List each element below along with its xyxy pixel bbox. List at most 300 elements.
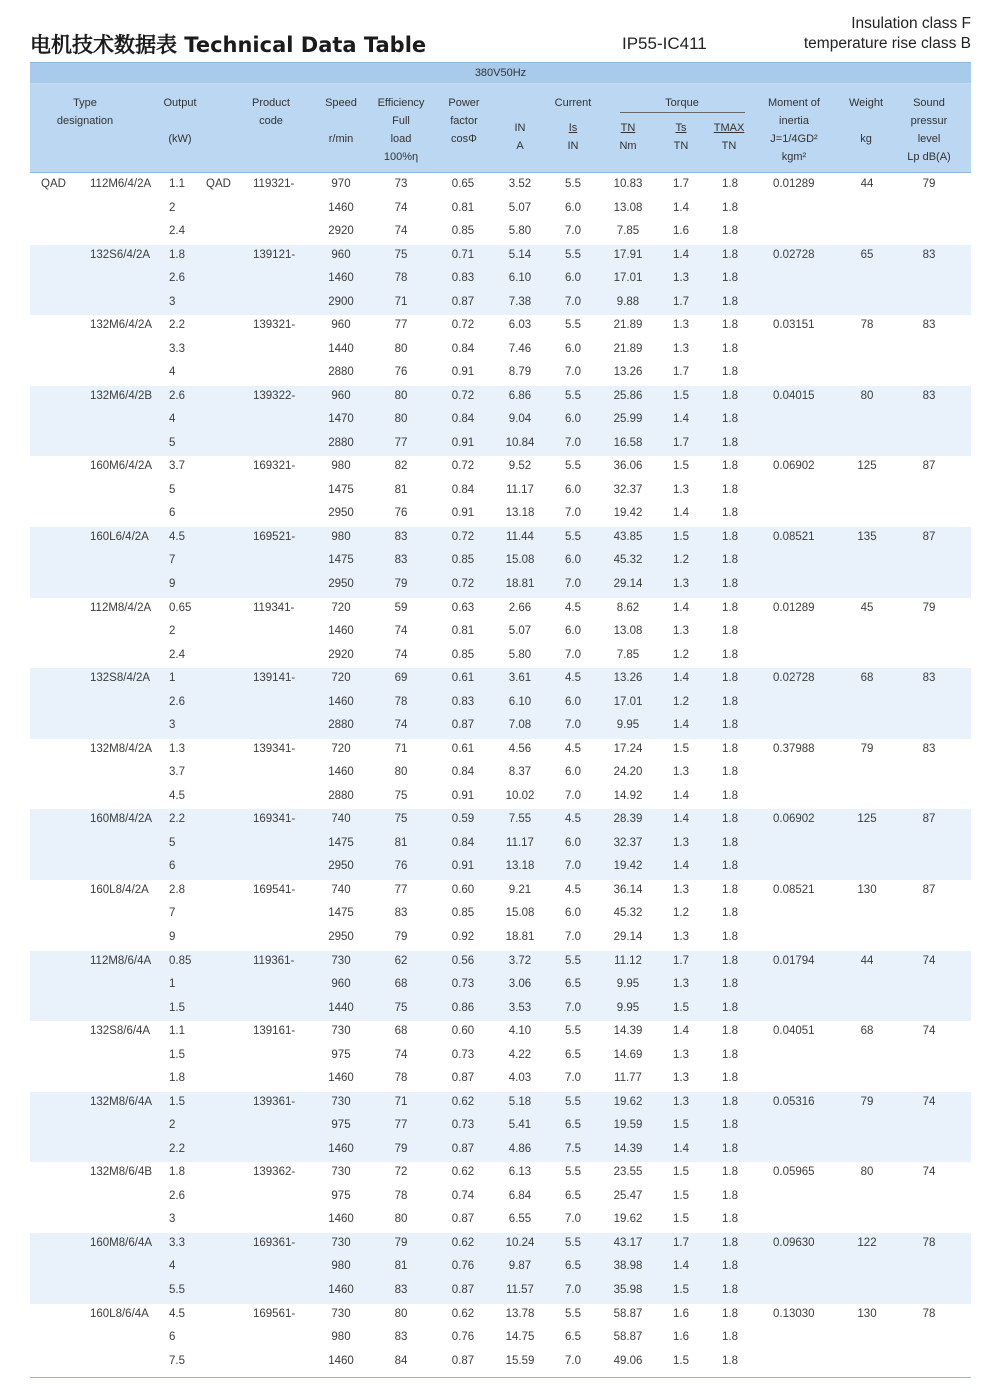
cell-current-ratio: 6.5: [565, 978, 581, 991]
cell-speed: 1460: [328, 201, 354, 214]
cell-power-factor: 0.73: [451, 1119, 475, 1132]
cell-power-factor: 0.61: [451, 742, 475, 755]
cell-product-code: 139341-: [253, 742, 296, 755]
cell-current-in: 4.03: [508, 1072, 532, 1085]
cell-speed: 1475: [328, 483, 354, 496]
cell-output: 3.3: [169, 342, 185, 355]
cell-torque-tn: 14.69: [613, 1048, 643, 1061]
cell-torque-ts: 1.3: [673, 836, 689, 849]
cell-speed: 2950: [328, 578, 354, 590]
cell-torque-ts: 1.5: [673, 1213, 689, 1226]
cell-product-code: 169341-: [253, 813, 296, 826]
cell-output: 1: [169, 978, 176, 991]
cell-efficiency: 77: [394, 883, 408, 896]
cell-power-factor: 0.81: [451, 201, 475, 214]
table-bottom-rule: [30, 1377, 971, 1378]
cell-efficiency: 79: [394, 1236, 408, 1249]
cell-type-designation: 160L8/6/4A: [90, 1307, 149, 1320]
table-row: [30, 1327, 971, 1351]
table-row: [30, 974, 971, 998]
table-row: [30, 1280, 971, 1304]
cell-torque-ts: 1.5: [673, 530, 689, 543]
cell-current-in: 13.18: [505, 860, 535, 873]
cell-moment-of-inertia: 0.01794: [773, 954, 815, 967]
cell-output: 3: [169, 1213, 176, 1226]
cell-torque-ts: 1.5: [673, 742, 689, 755]
cell-torque-ts: 1.2: [673, 554, 689, 567]
cell-power-factor: 0.83: [451, 272, 475, 285]
cell-speed: 720: [331, 672, 351, 685]
cell-torque-tmax: 1.8: [722, 413, 738, 426]
cell-speed: 2920: [328, 648, 354, 661]
cell-output: 3: [169, 295, 176, 308]
cell-speed: 980: [331, 1331, 351, 1344]
cell-torque-ts: 1.4: [673, 1260, 689, 1273]
cell-torque-tn: 16.58: [613, 436, 643, 449]
cell-speed: 1460: [328, 1072, 354, 1085]
cell-torque-tmax: 1.8: [722, 460, 738, 473]
cell-speed: 2900: [328, 295, 354, 308]
cell-torque-ts: 1.4: [673, 719, 689, 732]
cell-torque-tmax: 1.8: [722, 883, 738, 896]
cell-torque-ts: 1.7: [673, 436, 689, 449]
table-row: [30, 668, 971, 692]
col-inertia-formula: J=1/4GD²: [770, 133, 818, 145]
cell-output: 6: [169, 1331, 176, 1344]
cell-torque-ts: 1.5: [673, 1119, 689, 1132]
cell-type-designation: 132S6/4/2A: [90, 248, 151, 261]
cell-efficiency: 76: [394, 366, 408, 379]
cell-product-code: 139121-: [253, 248, 296, 261]
cell-torque-tn: 13.08: [613, 625, 643, 638]
cell-speed: 1475: [328, 907, 354, 920]
cell-speed: 960: [331, 389, 351, 402]
cell-speed: 970: [331, 178, 351, 190]
table-row: [30, 645, 971, 669]
cell-sound-level: 74: [922, 954, 936, 967]
cell-efficiency: 81: [394, 483, 408, 496]
cell-efficiency: 68: [394, 1025, 408, 1038]
cell-weight: 130: [857, 883, 877, 896]
cell-power-factor: 0.81: [451, 625, 475, 638]
cell-torque-ts: 1.7: [673, 954, 689, 967]
cell-current-in: 9.21: [508, 883, 532, 896]
cell-type-designation: 132M8/6/4A: [90, 1095, 153, 1108]
cell-current-ratio: 6.5: [565, 1331, 581, 1344]
cell-product-code: 169561-: [253, 1307, 296, 1320]
cell-current-ratio: 6.5: [565, 1189, 581, 1202]
cell-torque-tn: 19.42: [613, 860, 643, 873]
cell-power-factor: 0.74: [451, 1189, 475, 1202]
cell-power-factor: 0.87: [451, 295, 475, 308]
table-row: [30, 1186, 971, 1210]
cell-efficiency: 80: [394, 342, 408, 355]
col-tn-unit: Nm: [619, 140, 637, 152]
cell-current-in: 11.44: [506, 530, 534, 543]
cell-output: 4.5: [169, 1307, 185, 1320]
cell-efficiency: 77: [394, 1119, 408, 1132]
cell-output: 1.8: [169, 1166, 185, 1179]
cell-efficiency: 83: [394, 1283, 408, 1296]
cell-weight: 125: [857, 813, 877, 826]
cell-sound-level: 74: [922, 1025, 936, 1038]
cell-efficiency: 78: [394, 1189, 408, 1202]
table-row: [30, 1162, 971, 1186]
cell-sound-level: 83: [922, 672, 936, 685]
cell-torque-ts: 1.3: [673, 578, 689, 590]
cell-power-factor: 0.72: [451, 460, 475, 473]
cell-current-in: 14.75: [505, 1331, 535, 1344]
cell-current-ratio: 7.0: [565, 1072, 581, 1085]
cell-series-prefix: QAD: [41, 178, 66, 190]
cell-output: 7: [169, 554, 176, 567]
cell-current-in: 7.38: [508, 295, 532, 308]
cell-weight: 130: [857, 1307, 877, 1320]
cell-torque-ts: 1.5: [673, 1166, 689, 1179]
cell-torque-tmax: 1.8: [722, 1307, 738, 1320]
cell-torque-tn: 19.62: [613, 1095, 643, 1108]
cell-power-factor: 0.86: [451, 1001, 475, 1014]
cell-current-ratio: 7.0: [565, 1213, 581, 1226]
cell-power-factor: 0.91: [451, 507, 475, 520]
cell-efficiency: 80: [394, 389, 408, 402]
insulation-class-text: Insulation class F: [851, 15, 971, 32]
cell-efficiency: 72: [394, 1166, 408, 1179]
cell-power-factor: 0.87: [451, 1213, 475, 1226]
cell-torque-tmax: 1.8: [722, 978, 738, 991]
cell-torque-ts: 1.4: [673, 601, 689, 614]
cell-power-factor: 0.60: [451, 1025, 475, 1038]
table-row: [30, 692, 971, 716]
table-row: [30, 786, 971, 810]
cell-current-ratio: 5.5: [565, 319, 581, 332]
cell-torque-tn: 28.39: [613, 813, 643, 826]
table-row: [30, 292, 971, 316]
cell-moment-of-inertia: 0.05965: [773, 1166, 815, 1179]
cell-output: 2.4: [169, 225, 185, 238]
table-row: [30, 1092, 971, 1116]
cell-output: 1.3: [169, 742, 185, 755]
cell-efficiency: 73: [394, 178, 408, 190]
cell-efficiency: 74: [394, 1048, 408, 1061]
table-row: [30, 598, 971, 622]
cell-output: 2.6: [169, 272, 185, 285]
cell-weight: 68: [860, 1025, 874, 1038]
cell-current-ratio: 7.0: [565, 295, 581, 308]
cell-torque-tmax: 1.8: [722, 1166, 738, 1179]
cell-speed: 1460: [328, 625, 354, 638]
cell-power-factor: 0.83: [451, 695, 475, 708]
cell-current-in: 11.17: [506, 483, 534, 496]
cell-torque-ts: 1.5: [673, 460, 689, 473]
table-row: [30, 1139, 971, 1163]
table-row: [30, 1351, 971, 1375]
cell-torque-tmax: 1.8: [722, 860, 738, 873]
cell-efficiency: 80: [394, 1307, 408, 1320]
cell-torque-ts: 1.3: [673, 1072, 689, 1085]
table-row: [30, 386, 971, 410]
cell-product-code: 169541-: [253, 883, 296, 896]
cell-output: 4: [169, 366, 176, 379]
motor-group: [30, 245, 971, 316]
cell-output: 2.4: [169, 648, 185, 661]
cell-torque-tn: 9.95: [616, 719, 640, 732]
cell-output: 3: [169, 719, 176, 732]
cell-torque-ts: 1.6: [673, 225, 689, 238]
cell-output: 1.5: [169, 1001, 185, 1014]
cell-torque-tmax: 1.8: [722, 1260, 738, 1273]
table-row: [30, 456, 971, 480]
cell-current-in: 11.57: [506, 1283, 534, 1296]
cell-output: 9: [169, 930, 176, 943]
cell-type-designation: 132S8/4/2A: [90, 672, 151, 685]
cell-torque-ts: 1.6: [673, 1331, 689, 1344]
cell-current-in: 15.59: [505, 1354, 535, 1367]
cell-torque-ts: 1.5: [673, 1354, 689, 1367]
col-inertia-unit: kgm²: [781, 151, 807, 163]
cell-output: 1.1: [169, 178, 185, 190]
cell-weight: 80: [860, 389, 874, 402]
cell-moment-of-inertia: 0.06902: [773, 813, 815, 826]
cell-power-factor: 0.62: [451, 1095, 475, 1108]
table-row: [30, 739, 971, 763]
table-row: [30, 856, 971, 880]
cell-speed: 740: [331, 883, 351, 896]
motor-group: [30, 1233, 971, 1304]
cell-efficiency: 76: [394, 507, 408, 520]
table-row: [30, 315, 971, 339]
table-row: [30, 574, 971, 598]
cell-current-ratio: 4.5: [565, 672, 581, 685]
cell-torque-ts: 1.4: [673, 413, 689, 426]
cell-torque-tmax: 1.8: [722, 907, 738, 920]
cell-torque-tmax: 1.8: [722, 954, 738, 967]
cell-torque-tn: 8.62: [616, 601, 640, 614]
cell-efficiency: 74: [394, 225, 408, 238]
col-is-header: Is: [568, 122, 578, 134]
cell-efficiency: 68: [394, 978, 408, 991]
cell-current-in: 10.84: [505, 436, 535, 449]
cell-efficiency: 71: [394, 742, 408, 755]
cell-moment-of-inertia: 0.02728: [773, 248, 815, 261]
cell-current-ratio: 7.0: [565, 719, 581, 732]
cell-power-factor: 0.84: [451, 413, 475, 426]
cell-torque-tmax: 1.8: [722, 930, 738, 943]
cell-current-ratio: 7.0: [565, 1283, 581, 1296]
cell-current-in: 11.17: [506, 836, 534, 849]
cell-current-ratio: 7.0: [565, 1354, 581, 1367]
cell-current-ratio: 5.5: [565, 954, 581, 967]
cell-speed: 2880: [328, 436, 354, 449]
cell-power-factor: 0.84: [451, 836, 475, 849]
cell-current-ratio: 7.5: [565, 1142, 581, 1155]
cell-current-ratio: 7.0: [565, 860, 581, 873]
cell-power-factor: 0.62: [451, 1236, 475, 1249]
cell-efficiency: 77: [394, 319, 408, 332]
cell-torque-tmax: 1.8: [722, 342, 738, 355]
motor-group: [30, 809, 971, 880]
cell-current-ratio: 6.0: [565, 554, 581, 567]
cell-power-factor: 0.84: [451, 766, 475, 779]
cell-torque-ts: 1.3: [673, 272, 689, 285]
col-efficiency-header: Efficiency: [377, 97, 425, 109]
cell-sound-level: 83: [922, 742, 936, 755]
cell-speed: 730: [331, 1166, 351, 1179]
cell-sound-level: 79: [922, 601, 936, 614]
cell-product-code: 169321-: [253, 460, 296, 473]
col-is-unit: IN: [567, 140, 579, 152]
cell-moment-of-inertia: 0.03151: [773, 319, 815, 332]
cell-current-in: 7.46: [508, 342, 532, 355]
col-type-header: Type: [73, 97, 97, 109]
cell-speed: 2950: [328, 507, 354, 520]
cell-current-ratio: 5.5: [565, 1307, 581, 1320]
table-row: [30, 503, 971, 527]
cell-power-factor: 0.87: [451, 1283, 475, 1296]
cell-power-factor: 0.85: [451, 907, 475, 920]
table-row: [30, 362, 971, 386]
cell-output: 9: [169, 578, 176, 590]
col-output-unit: (kW): [168, 133, 192, 145]
motor-group: [30, 315, 971, 386]
cell-torque-ts: 1.7: [673, 366, 689, 379]
cell-code-prefix: QAD: [206, 178, 231, 190]
cell-power-factor: 0.76: [451, 1260, 475, 1273]
cell-moment-of-inertia: 0.08521: [773, 883, 815, 896]
cell-torque-ts: 1.5: [673, 389, 689, 402]
cell-moment-of-inertia: 0.06902: [773, 460, 815, 473]
cell-torque-tn: 11.77: [614, 1072, 642, 1085]
cell-torque-ts: 1.4: [673, 1025, 689, 1038]
cell-current-in: 18.81: [505, 930, 535, 943]
table-row: [30, 762, 971, 786]
table-row: [30, 880, 971, 904]
cell-power-factor: 0.91: [451, 366, 475, 379]
cell-speed: 980: [331, 1260, 351, 1273]
motor-group: [30, 527, 971, 598]
cell-torque-ts: 1.5: [673, 1189, 689, 1202]
cell-speed: 960: [331, 319, 351, 332]
cell-output: 1: [169, 672, 176, 685]
cell-current-in: 15.08: [505, 554, 535, 567]
cell-moment-of-inertia: 0.37988: [773, 742, 815, 755]
page-title: 电机技术数据表 Technical Data Table: [30, 33, 427, 57]
cell-sound-level: 74: [922, 1166, 936, 1179]
cell-current-ratio: 6.0: [565, 625, 581, 638]
cell-torque-tmax: 1.8: [722, 719, 738, 732]
table-row: [30, 409, 971, 433]
col-tmax-unit: TN: [721, 140, 737, 152]
cell-product-code: 119361-: [253, 954, 295, 967]
cell-output: 6: [169, 860, 176, 873]
cell-speed: 1460: [328, 272, 354, 285]
cell-torque-tn: 19.42: [613, 507, 643, 520]
cell-torque-ts: 1.3: [673, 625, 689, 638]
cell-current-ratio: 5.5: [565, 1025, 581, 1038]
cell-current-in: 13.18: [505, 507, 535, 520]
cell-torque-tmax: 1.8: [722, 742, 738, 755]
cell-speed: 1475: [328, 836, 354, 849]
cell-current-ratio: 6.0: [565, 272, 581, 285]
cell-type-designation: 160L8/4/2A: [90, 883, 149, 896]
cell-power-factor: 0.84: [451, 483, 475, 496]
cell-weight: 125: [857, 460, 877, 473]
cell-torque-tn: 14.92: [613, 789, 643, 802]
cell-torque-tmax: 1.8: [722, 1213, 738, 1226]
cell-torque-tn: 32.37: [613, 483, 643, 496]
cell-power-factor: 0.85: [451, 225, 475, 238]
cell-current-ratio: 7.0: [565, 1001, 581, 1014]
cell-type-designation: 132S8/6/4A: [90, 1025, 151, 1038]
cell-weight: 68: [860, 672, 874, 685]
cell-current-in: 7.08: [508, 719, 532, 732]
table-row: [30, 1256, 971, 1280]
cell-product-code: 119341-: [253, 601, 295, 614]
cell-sound-level: 74: [922, 1095, 936, 1108]
cell-output: 4: [169, 413, 176, 426]
cell-torque-tn: 7.85: [616, 225, 640, 238]
cell-power-factor: 0.60: [451, 883, 475, 896]
motor-group: [30, 1162, 971, 1233]
cell-torque-tn: 19.62: [613, 1213, 643, 1226]
cell-power-factor: 0.62: [451, 1166, 475, 1179]
cell-torque-tmax: 1.8: [722, 483, 738, 496]
page-header: [0, 0, 1000, 62]
cell-product-code: 139321-: [253, 319, 296, 332]
cell-current-ratio: 7.0: [565, 930, 581, 943]
cell-torque-tn: 10.83: [613, 178, 643, 190]
cell-output: 2.2: [169, 813, 185, 826]
cell-torque-ts: 1.3: [673, 1095, 689, 1108]
cell-torque-tn: 25.99: [613, 413, 643, 426]
cell-efficiency: 81: [394, 1260, 408, 1273]
cell-torque-tmax: 1.8: [722, 695, 738, 708]
cell-moment-of-inertia: 0.13030: [773, 1307, 815, 1320]
table-row: [30, 1021, 971, 1045]
cell-current-ratio: 7.0: [565, 789, 581, 802]
cell-efficiency: 74: [394, 648, 408, 661]
motor-group: [30, 456, 971, 527]
cell-torque-ts: 1.7: [673, 295, 689, 308]
cell-torque-ts: 1.4: [673, 201, 689, 214]
col-current-header: Current: [554, 97, 592, 109]
cell-current-ratio: 6.5: [565, 1048, 581, 1061]
cell-current-in: 3.72: [508, 954, 532, 967]
cell-torque-tn: 38.98: [613, 1260, 643, 1273]
cell-power-factor: 0.61: [451, 672, 475, 685]
table-row: [30, 927, 971, 951]
cell-moment-of-inertia: 0.01289: [773, 601, 815, 614]
cell-product-code: 169361-: [253, 1236, 296, 1249]
motor-group: [30, 739, 971, 810]
cell-current-ratio: 5.5: [565, 248, 581, 261]
cell-type-designation: 160M8/6/4A: [90, 1236, 153, 1249]
cell-current-in: 5.07: [508, 625, 532, 638]
cell-torque-tn: 21.89: [613, 342, 643, 355]
cell-power-factor: 0.71: [451, 248, 475, 261]
cell-output: 4: [169, 1260, 176, 1273]
col-code-header: Product: [252, 97, 290, 109]
cell-type-designation: 112M8/6/4A: [90, 954, 152, 967]
protection-class: IP55-IC411: [622, 34, 707, 53]
cell-torque-tmax: 1.8: [722, 1025, 738, 1038]
cell-type-designation: 112M8/4/2A: [90, 601, 152, 614]
cell-torque-tn: 36.14: [613, 883, 643, 896]
motor-group: [30, 880, 971, 951]
cell-moment-of-inertia: 0.08521: [773, 530, 815, 543]
cell-current-in: 5.07: [508, 201, 532, 214]
cell-speed: 1460: [328, 1213, 354, 1226]
